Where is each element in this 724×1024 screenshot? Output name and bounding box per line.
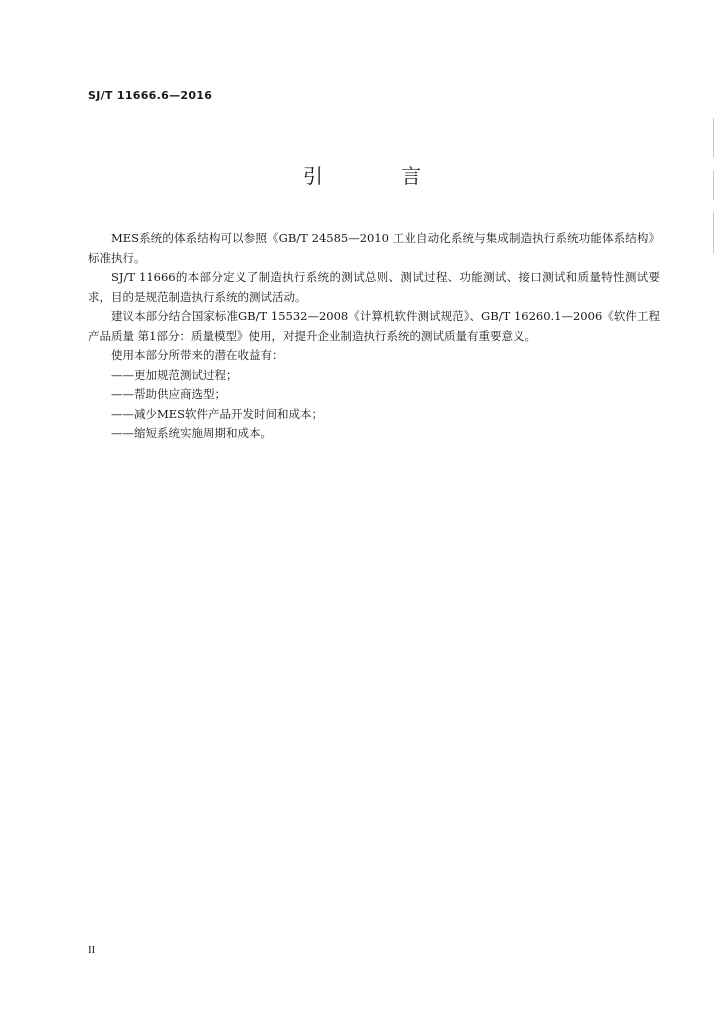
benefit-item: ——缩短系统实施周期和成本。 <box>111 426 272 440</box>
benefit-item: ——减少MES软件产品开发时间和成本； <box>111 406 324 421</box>
benefit-item: ——帮助供应商选型； <box>111 387 226 401</box>
page-title: 引 言 <box>302 164 458 188</box>
standard-code: SJ/T 11666.6—2016 <box>88 89 213 102</box>
scan-edge-mark <box>713 118 714 158</box>
scan-edge-mark <box>713 212 714 254</box>
paragraph-scope: SJ/T 11666的本部分定义了制造执行系统的测试总则、测试过程、功能测试、接口测试和质量特性测试要求，目的是规范制造执行系统的测试活动。 <box>88 270 660 304</box>
paragraph-recommendation: 建议本部分结合国家标准GB/T 15532—2008《计算机软件测试规范》、GB/T 16260.1—2006《软件工程 产品质量 第1部分：质量模型》使用，对提升企业制造执行系统的测试质量有重要意义。 <box>88 309 660 343</box>
page-number: II <box>88 944 96 956</box>
document-body <box>88 229 660 444</box>
paragraph-architecture: MES系统的体系结构可以参照《GB/T 24585—2010 工业自动化系统与集成制造执行系统功能体系结构》标准执行。 <box>88 231 660 265</box>
benefit-item: ——更加规范测试过程； <box>111 367 238 382</box>
paragraph-benefits-intro: 使用本部分所带来的潜在收益有： <box>111 348 284 362</box>
scan-edge-mark <box>713 170 714 200</box>
